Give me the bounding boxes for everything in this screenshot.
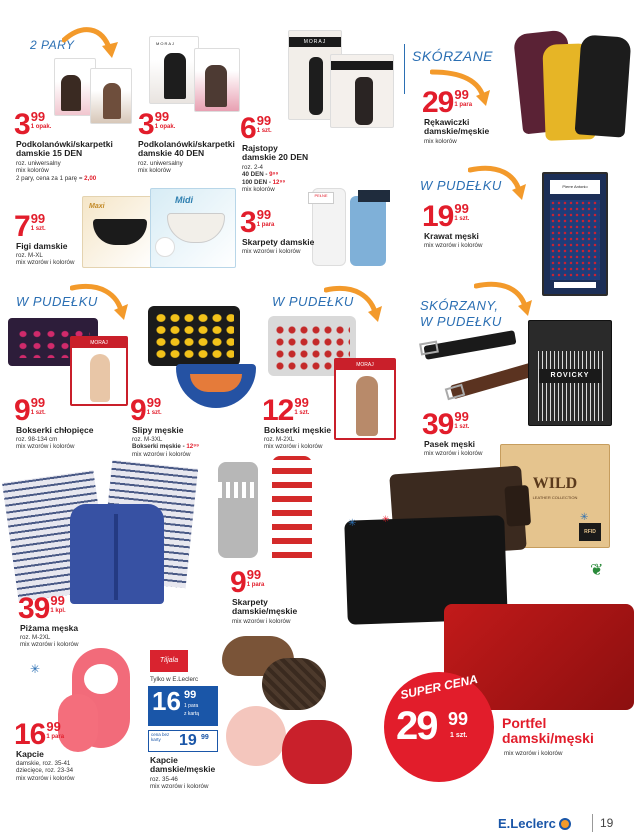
price-socks-15den: 3 99 1 opak.	[14, 108, 52, 141]
title-socks-unisex: Skarpety damskie/męskie	[232, 597, 298, 617]
men-briefs-duck-image	[148, 306, 240, 366]
sticker-in-box-tie: W PUDEŁKU	[420, 178, 502, 193]
sticker-leather-in-box: SKÓRZANY, W PUDEŁKU	[420, 298, 502, 329]
price-tie: 19 99 1 szt.	[422, 200, 470, 233]
desc-tights: roz. 2-4 40 DEN - 9⁹⁹ 100 DEN - 12⁹⁹ mix kolorów	[242, 164, 286, 194]
desc-socks-40den: roz. uniwersalny mix kolorów	[138, 160, 183, 175]
wild-logo: WILD	[532, 475, 578, 492]
title-tights: Rajstopy damskie 20 DEN	[242, 143, 309, 163]
moraj-logo: MORAJ	[336, 360, 394, 370]
men-briefs-blue-image	[176, 364, 256, 408]
super-price-label: SUPER CENA	[399, 671, 479, 703]
price-briefs: 7 99 1 szt.	[14, 210, 46, 243]
price-belt: 39 99 1 szt.	[422, 408, 470, 441]
card-price-unit: 1 para	[184, 703, 199, 709]
super-price-dec: 99	[448, 709, 469, 729]
desc-boxers-kids: roz. 98-134 cm mix wzorów i kolorów	[16, 436, 75, 451]
socks-40den-package-2	[194, 48, 240, 112]
title-briefs-men: Slipy męskie	[132, 425, 184, 435]
snowflake-icon: ✳	[382, 514, 390, 524]
title-slippers-kids: Kapcie	[16, 749, 44, 759]
title-socks-40den: Podkolanówki/skarpetki damskie 40 DEN	[138, 139, 235, 159]
briefs-midi-package	[150, 188, 236, 268]
card-label: z kartą	[184, 711, 200, 717]
tie-box-image: Pierre Antonio	[542, 172, 608, 296]
price-briefs-men: 9 99 1 szt.	[130, 394, 162, 427]
men-slippers-image	[222, 630, 326, 714]
belt-box-image	[528, 320, 612, 426]
desc-briefs: roz. M-XL mix wzorów i kolorów	[16, 252, 75, 267]
price-tights: 6 99 1 szt.	[240, 112, 272, 145]
holly-branch-icon: ❦	[590, 562, 604, 579]
sticker-two-pairs: 2 PARY	[30, 38, 75, 52]
title-boxers-men: Bokserki męskie	[264, 425, 332, 435]
fluffy-slippers-image	[58, 648, 150, 752]
rfid-badge: RFID	[579, 523, 601, 541]
wild-subtitle: LEATHER COLLECTION	[532, 495, 578, 500]
desc-socks-15den: roz. uniwersalny mix kolorów 2 pary, cena za 1 parę = 2,00	[16, 160, 97, 182]
title-gloves: Rękawiczki damskie/męskie	[424, 117, 490, 137]
no-card-price-int: 19	[179, 732, 197, 749]
page-divider	[592, 814, 593, 832]
desc-briefs-men: roz. M-3XL Bokserki męskie - 12⁹⁹ mix wzorów i kolorów	[132, 436, 200, 458]
price-pajamas: 39 99 1 kpl.	[18, 592, 66, 625]
price-socks-women: 3 99 1 para	[240, 206, 275, 239]
no-card-label: cena bez karty	[151, 732, 170, 742]
sticker-leather-divider	[404, 44, 405, 94]
super-price-int: 29	[396, 704, 437, 748]
super-price-unit: 1 szt.	[450, 732, 468, 739]
snowflake-icon: ✳	[30, 662, 41, 676]
briefs-maxi-package	[82, 196, 156, 268]
title-boxers-kids: Bokserki chłopięce	[16, 425, 94, 435]
leclerc-brand-text: E.Leclerc	[498, 816, 556, 831]
page-number: 19	[600, 816, 614, 830]
card-price-int: 16	[152, 686, 181, 716]
moraj-logo: MORAJ	[156, 41, 175, 46]
title-tie: Krawat męski	[424, 231, 479, 241]
midi-label: Midi	[175, 195, 193, 205]
desc-belt: mix wzorów i kolorów	[424, 450, 483, 457]
super-price-badge	[384, 672, 494, 782]
orange-arrow-icon	[62, 22, 122, 62]
desc-boxers-men: roz. M-2XL mix wzorów i kolorów	[264, 436, 323, 451]
orange-arrow-icon	[70, 280, 130, 320]
snowflake-icon: ✳	[580, 512, 589, 523]
card-price-box	[148, 686, 218, 726]
price-boxers-men: 12 99 1 szt.	[262, 394, 310, 427]
rovicky-logo: ROVICKY	[539, 369, 601, 383]
title-wallet: Portfel damski/męski	[502, 715, 594, 747]
leclerc-logo	[498, 816, 571, 831]
orange-arrow-icon	[474, 276, 534, 316]
orange-arrow-icon	[468, 160, 528, 200]
maxi-label: Maxi	[89, 203, 105, 210]
sticker-in-box-kids: W PUDEŁKU	[16, 294, 98, 309]
snowflake-icon: ✳	[348, 518, 357, 529]
women-socks-image: PEŁNE	[300, 188, 396, 272]
unisex-socks-image	[210, 456, 328, 572]
belts-image	[420, 330, 530, 410]
socks-40den-package	[149, 36, 199, 104]
desc-socks-unisex: mix wzorów i kolorów	[232, 618, 291, 625]
no-card-price-dec: 99	[201, 734, 209, 741]
sticker-leather: SKÓRZANE	[412, 48, 494, 64]
tights-package-2	[330, 54, 394, 128]
price-socks-unisex: 9 99 1 para	[230, 566, 265, 599]
moraj-logo: MORAJ	[289, 37, 341, 47]
desc-socks-women: mix wzorów i kolorów	[242, 248, 301, 255]
women-slippers-image	[226, 706, 354, 786]
moraj-logo: MORAJ	[72, 338, 126, 348]
title-belt: Pasek męski	[424, 439, 476, 449]
kids-boxers-box	[70, 336, 128, 406]
desc-wallet: mix wzorów i kolorów	[504, 750, 563, 757]
price-gloves: 29 99 1 para	[422, 86, 473, 119]
socks-15den-package-2	[90, 68, 132, 124]
title-pajamas: Piżama męska	[20, 623, 79, 633]
title-socks-women: Skarpety damskie	[242, 237, 315, 247]
desc-tie: mix wzorów i kolorów	[424, 242, 483, 249]
no-card-price-box	[148, 730, 218, 752]
sticker-in-box-boxers: W PUDEŁKU	[272, 294, 354, 309]
desc-gloves: mix kolorów	[424, 138, 457, 145]
price-socks-40den: 3 99 1 opak.	[138, 108, 176, 141]
desc-slippers-kids: damskie, roz. 35-41 dziecięce, roz. 23-34 mix wzorów i kolorów	[16, 760, 75, 782]
pajamas-image	[10, 464, 196, 604]
title-socks-15den: Podkolanówki/skarpetki damskie 15 DEN	[16, 139, 113, 159]
title-slippers: Kapcie damskie/męskie	[150, 755, 216, 775]
leather-gloves-image	[518, 28, 630, 140]
price-boxers-kids: 9 99 1 szt.	[14, 394, 46, 427]
title-briefs: Figi damskie	[16, 241, 68, 251]
tiljala-logo: Tiljala	[150, 650, 188, 672]
price-slippers-kids: 16 99 1 para	[14, 718, 65, 751]
footer-bar	[0, 806, 640, 839]
desc-pajamas: roz. M-2XL mix wzorów i kolorów	[20, 634, 79, 649]
leclerc-orange-icon	[559, 818, 571, 830]
card-price-dec: 99	[184, 689, 197, 701]
only-here-label: Tylko w E.Leclerc	[150, 676, 199, 683]
men-boxers-box	[334, 358, 396, 440]
desc-slippers: roz. 35-46 mix wzorów i kolorów	[150, 776, 209, 791]
